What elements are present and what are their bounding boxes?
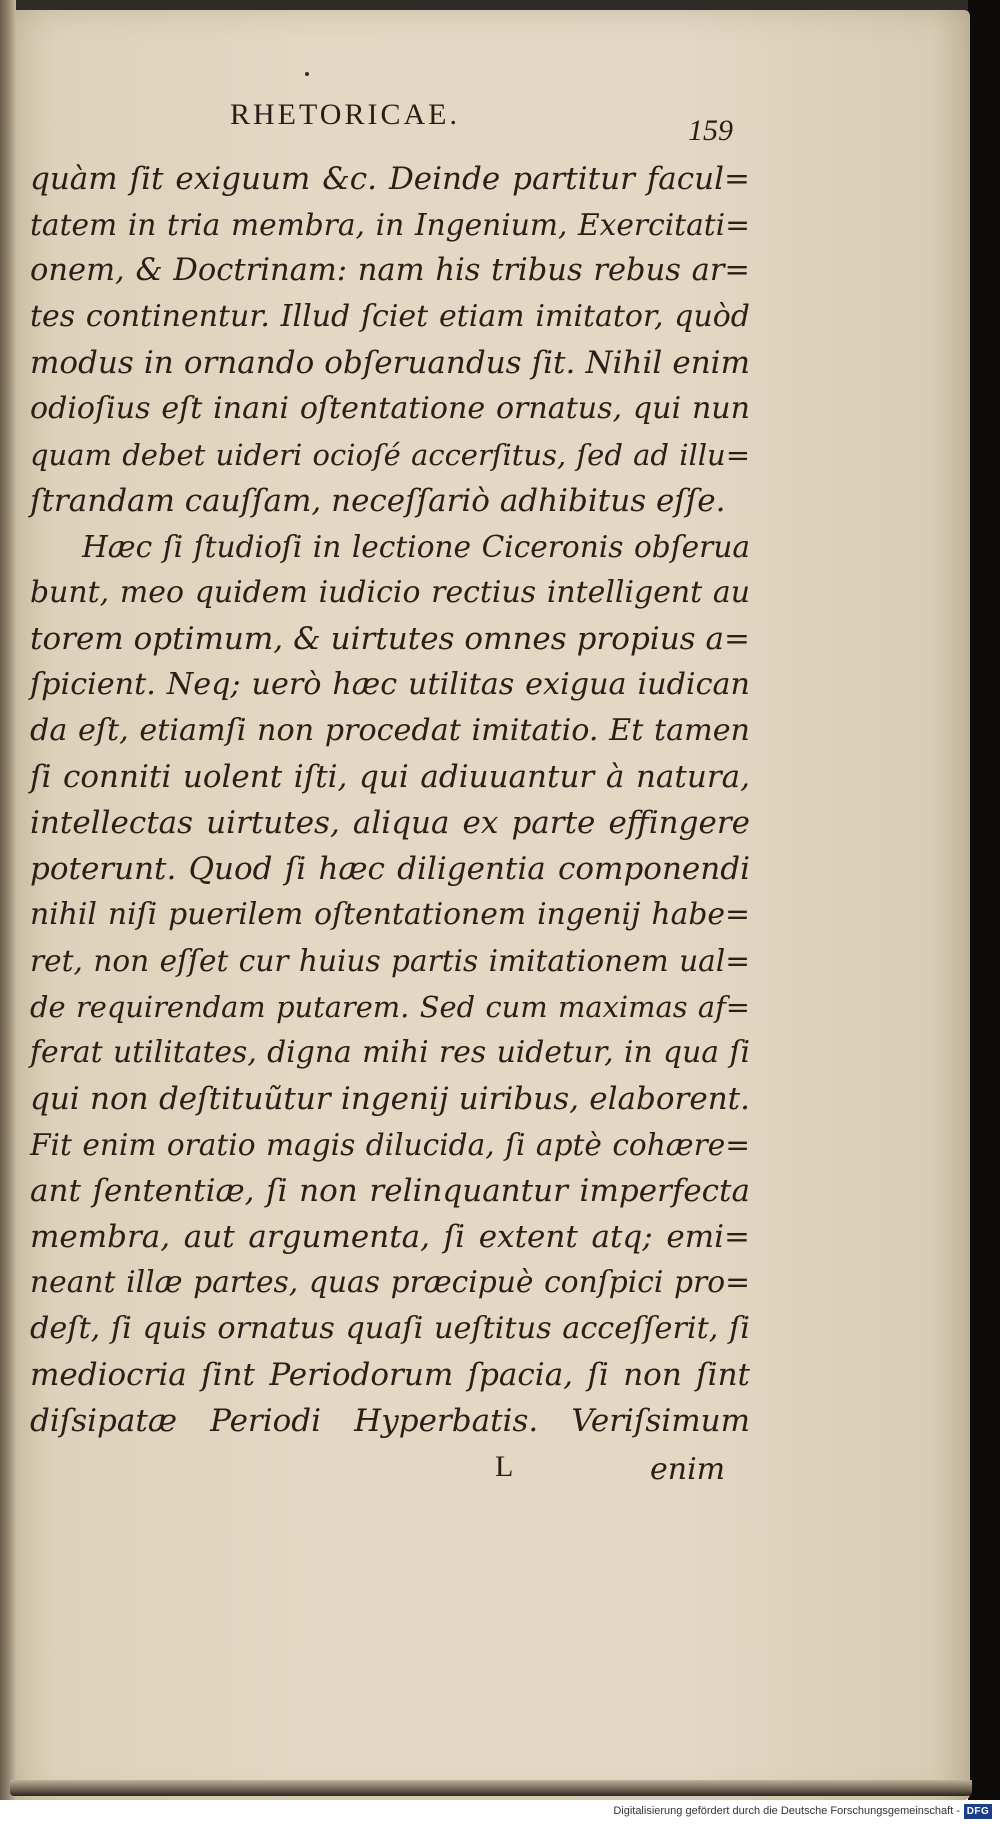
text-line: ant ſententiæ, ſi non relinquantur imperfecta	[30, 1173, 750, 1209]
text-line-paragraph-start: Hæc ſi ſtudioſi in lectione Ciceronis obſerua	[82, 530, 750, 564]
text-line: ſtrandam cauſſam, neceſſariò adhibitus eſſe.	[30, 483, 726, 519]
footer-credit: Digitalisierung gefördert durch die Deutsche Forschungsgemeinschaft -	[613, 1805, 960, 1817]
text-line: onem, & Doctrinam: nam his tribus rebus ar=	[30, 253, 750, 288]
text-line: bunt, meo quidem iudicio rectius intelligent au	[30, 575, 750, 610]
ink-speck	[305, 72, 309, 76]
page-number: 159	[688, 114, 733, 147]
text-line: ferat utilitates, digna mihi res uidetur, in qua ſi	[30, 1035, 750, 1070]
text-line: neant illæ partes, quas præcipuè conſpici pro=	[30, 1265, 750, 1300]
text-line: Fit enim oratio magis dilucida, ſi aptè cohære=	[30, 1128, 750, 1162]
text-line: poterunt. Quod ſi hæc diligentia componendi	[30, 851, 750, 887]
text-line: deſt, ſi quis ornatus quaſi ueſtitus acceſſerit, ſi	[30, 1311, 750, 1346]
page-bottom-edge	[10, 1780, 972, 1796]
text-line: nihil niſi puerilem oſtentationem ingenij habe=	[30, 897, 750, 932]
body-text	[30, 156, 750, 1444]
text-line: ret, non eſſet cur huius partis imitationem ual=	[30, 944, 750, 978]
page-gutter	[0, 0, 16, 1800]
text-line: qui non deſtituũtur ingenij uiribus, elaborent.	[30, 1081, 750, 1117]
text-line: tatem in tria membra, in Ingenium, Exercitati=	[30, 207, 750, 242]
text-line: modus in ornando obſeruandus ſit. Nihil enim	[30, 345, 750, 381]
text-line: mediocria ſint Periodorum ſpacia, ſi non ſint	[30, 1357, 750, 1393]
text-line: odioſius eſt inani oſtentatione ornatus, qui nun	[30, 391, 750, 426]
running-head: RHETORICAE.	[230, 98, 460, 131]
text-line: ſpicient. Neq; uerò hæc utilitas exigua iudican	[30, 667, 750, 702]
text-line: da eſt, etiamſi non procedat imitatio. Et tamen	[30, 713, 750, 748]
text-line: ſi conniti uolent iſti, qui adiuuantur à natura,	[30, 759, 750, 795]
text-line: membra, aut argumenta, ſi extent atq; emi=	[30, 1219, 750, 1255]
scan-right-edge	[968, 0, 1000, 1800]
text-line: de requirendam putarem. Sed cum maximas af=	[30, 990, 750, 1024]
text-line: torem optimum, & uirtutes omnes propius a=	[30, 621, 750, 657]
text-line: quam debet uideri ocioſé accerſitus, ſed ad illu=	[30, 438, 750, 472]
text-line: diſsipatæ Periodi Hyperbatis. Veriſsimum	[30, 1403, 750, 1439]
dfg-logo-icon: DFG	[964, 1804, 992, 1819]
text-line: tes continentur. Illud ſciet etiam imitator, quòd	[30, 299, 750, 334]
text-line: intellectas uirtutes, aliqua ex parte effingere	[30, 805, 750, 841]
text-line: quàm ſit exiguum &c. Deinde partitur facul=	[30, 161, 750, 197]
catchword: enim	[650, 1452, 726, 1487]
signature-mark: L	[495, 1450, 514, 1483]
